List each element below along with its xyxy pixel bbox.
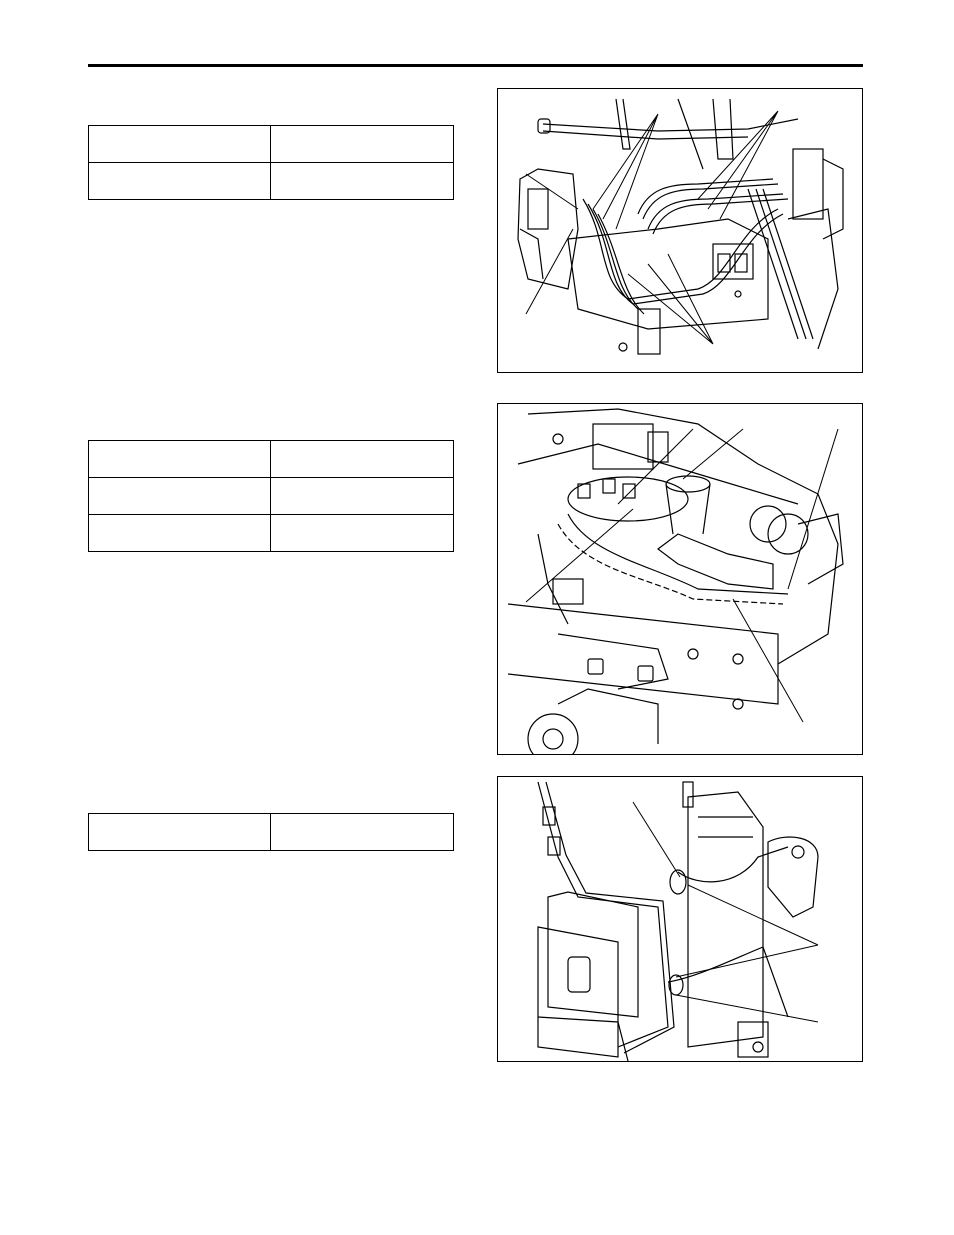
spec-table-3 <box>88 813 454 851</box>
table-cell <box>271 163 454 200</box>
table-cell <box>89 478 271 515</box>
table-cell <box>89 441 271 478</box>
hydraulic-hoses-illustration <box>498 89 862 372</box>
table-cell <box>271 515 454 552</box>
figure-valve-pipe <box>497 403 863 755</box>
table-row <box>89 441 454 478</box>
table-cell <box>271 126 454 163</box>
figure-radiator-hose <box>497 776 863 1062</box>
spec-table-1 <box>88 125 454 200</box>
radiator-hose-illustration <box>498 777 862 1061</box>
table-row <box>89 515 454 552</box>
table-cell <box>89 814 271 851</box>
table-cell <box>271 814 454 851</box>
table-row <box>89 478 454 515</box>
table-cell <box>271 441 454 478</box>
header-rule <box>88 64 863 67</box>
table-row <box>89 163 454 200</box>
figure-hydraulic-hoses <box>497 88 863 373</box>
spec-table-2 <box>88 440 454 552</box>
table-cell <box>271 478 454 515</box>
valve-pipe-illustration <box>498 404 862 754</box>
table-cell <box>89 515 271 552</box>
table-cell <box>89 126 271 163</box>
table-row <box>89 126 454 163</box>
table-cell <box>89 163 271 200</box>
table-row <box>89 814 454 851</box>
